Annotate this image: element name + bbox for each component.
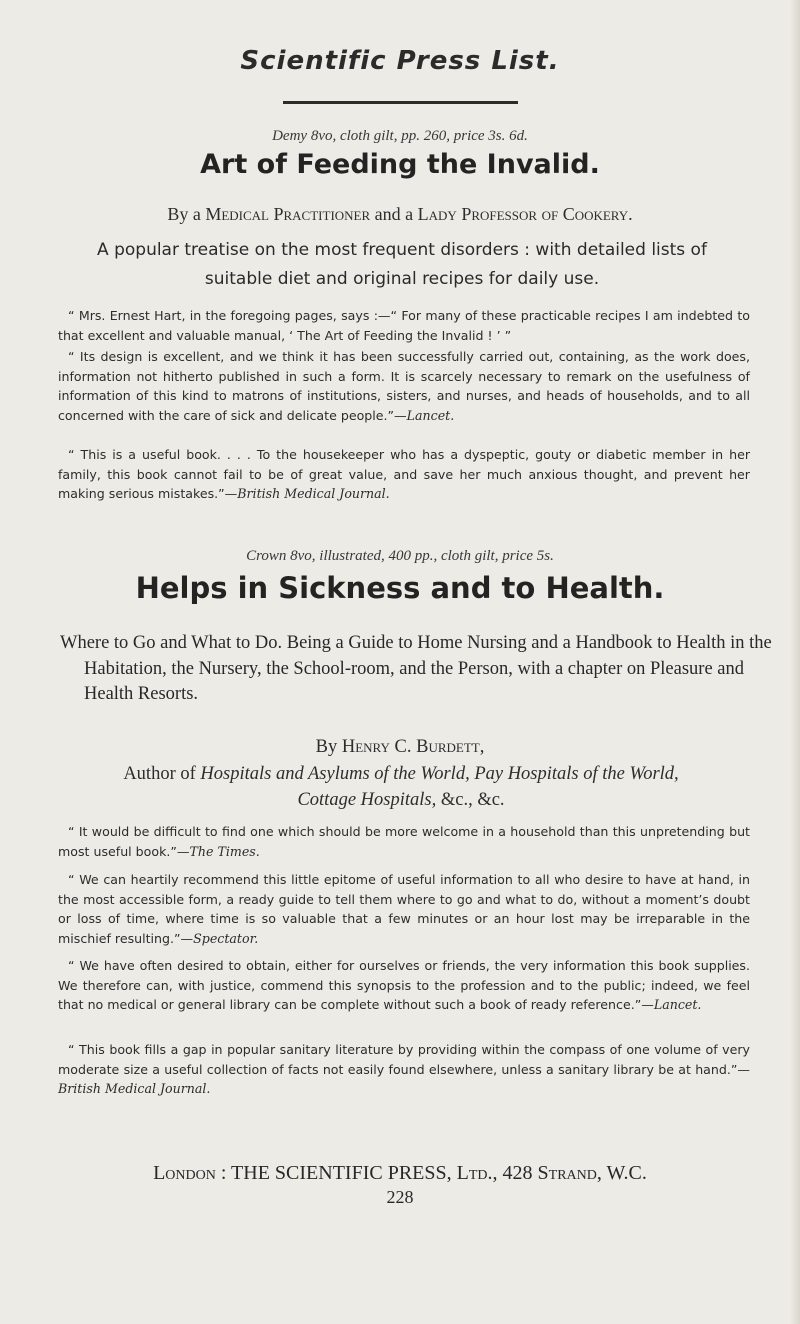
imprint-city: London : bbox=[153, 1162, 227, 1184]
imprint-ltd: Ltd., bbox=[456, 1162, 498, 1184]
book1-meta: Demy 8vo, cloth gilt, pp. 260, price 3s. 6d. bbox=[272, 128, 528, 144]
review-source: Lancet. bbox=[653, 997, 702, 1013]
book2-title: Helps in Sickness and to Health. bbox=[135, 571, 665, 605]
book2-author-by: By bbox=[315, 737, 338, 757]
imprint-publisher: THE SCIENTIFIC PRESS, bbox=[231, 1162, 452, 1184]
book1-title: Art of Feeding the Invalid. bbox=[200, 149, 600, 180]
book2-author-works-title: Hospitals and Asylums of the World, Pay Hospitals of the World, Cottage Hospitals, bbox=[200, 764, 679, 810]
header-rule bbox=[283, 101, 518, 104]
list-header: Scientific Press List. bbox=[240, 46, 560, 76]
book2-author-name: Henry C. Burdett, bbox=[341, 737, 485, 757]
review-text: “ It would be difficult to find one which should be more welcome in a household than this unpretending but most useful book.”— bbox=[58, 824, 750, 859]
book2-description: Where to Go and What to Do. Being a Guide to Home Nursing and a Handbook to Health in the Habitation, the Nursery, the School-room, and the Person, with a chapter on Pleasure and Health Resorts. bbox=[60, 633, 772, 704]
review-source: The Times. bbox=[189, 843, 260, 859]
review-text: “ Its design is excellent, and we think it has been successfully carried out, containing, as the work does, information not hitherto published in such a form. It is scarcely necessary to remark on the usefulness of information of this kind to matrons of institutions, sisters, and nurses, and heads of households, and to all concerned with the care of sick and delicate people.”— bbox=[58, 349, 750, 423]
book1-author-role: Medical Practitioner bbox=[205, 204, 371, 224]
book2-author-etc: &c., &c. bbox=[440, 789, 505, 810]
review-text: “ We can heartily recommend this little epitome of useful information to all who desire to have at hand, in the most accessible form, a ready guide to tell them where to go and what to do, without a moment’s doubt or loss of time, where time is so valuable that a few minutes or an hour lost may be irreparable in the mischief resulting.”— bbox=[58, 872, 750, 946]
book2-author-works bbox=[96, 762, 706, 813]
book2-review-2 bbox=[58, 870, 750, 948]
book1-author-and: and a bbox=[374, 204, 414, 224]
book1-author-role2: Lady Professor of Cookery. bbox=[417, 204, 633, 224]
review-text: “ Mrs. Ernest Hart, in the foregoing pages, says :—“ For many of these practicable recipes I am indebted to that excellent and valuable manual, ‘ The Art of Feeding the Invalid ! ’ ” bbox=[58, 308, 750, 343]
review-source: Lancet. bbox=[406, 407, 455, 423]
review-text: “ We have often desired to obtain, either for ourselves or friends, the very information this book supplies. We therefore can, with justice, commend this synopsis to the profession and to the public; indeed, we feel that no medical or general library can be complete without such a book of ready reference.”— bbox=[58, 958, 750, 1013]
page-edge-shadow bbox=[790, 0, 800, 1324]
book1-description: A popular treatise on the most frequent disorders : with detailed lists of suitable diet and original recipes for daily use. bbox=[97, 240, 707, 289]
book1-review-2 bbox=[58, 347, 750, 425]
book1-author-prefix: By a bbox=[167, 204, 201, 224]
book1-review-1 bbox=[58, 306, 750, 345]
book2-meta: Crown 8vo, illustrated, 400 pp., cloth gilt, price 5s. bbox=[246, 548, 554, 564]
review-source: British Medical Journal. bbox=[58, 1081, 211, 1097]
review-text: “ This is a useful book. . . . To the housekeeper who has a dyspeptic, gouty or diabetic member in her family, this book cannot fail to be of great value, and save her much anxious thought, and prevent her making serious mistakes.”— bbox=[58, 447, 750, 502]
publisher-imprint bbox=[0, 1162, 800, 1185]
book1-author bbox=[0, 204, 800, 225]
book2-review-1 bbox=[58, 822, 750, 861]
book2-author-of: Author of bbox=[123, 764, 196, 784]
review-source: Spectator. bbox=[193, 930, 259, 946]
review-source: British Medical Journal. bbox=[237, 486, 390, 502]
page-number: 228 bbox=[386, 1187, 414, 1207]
book2-author bbox=[0, 737, 800, 758]
book2-review-3 bbox=[58, 956, 750, 1015]
book2-review-4 bbox=[58, 1040, 750, 1099]
review-text: “ This book fills a gap in popular sanitary literature by providing within the compass of one volume of very moderate size a useful collection of facts not easily found elsewhere, unless a sanitary library be at hand.”— bbox=[58, 1042, 750, 1077]
imprint-address: 428 Strand, W.C. bbox=[502, 1162, 647, 1184]
book1-review-3 bbox=[58, 445, 750, 504]
